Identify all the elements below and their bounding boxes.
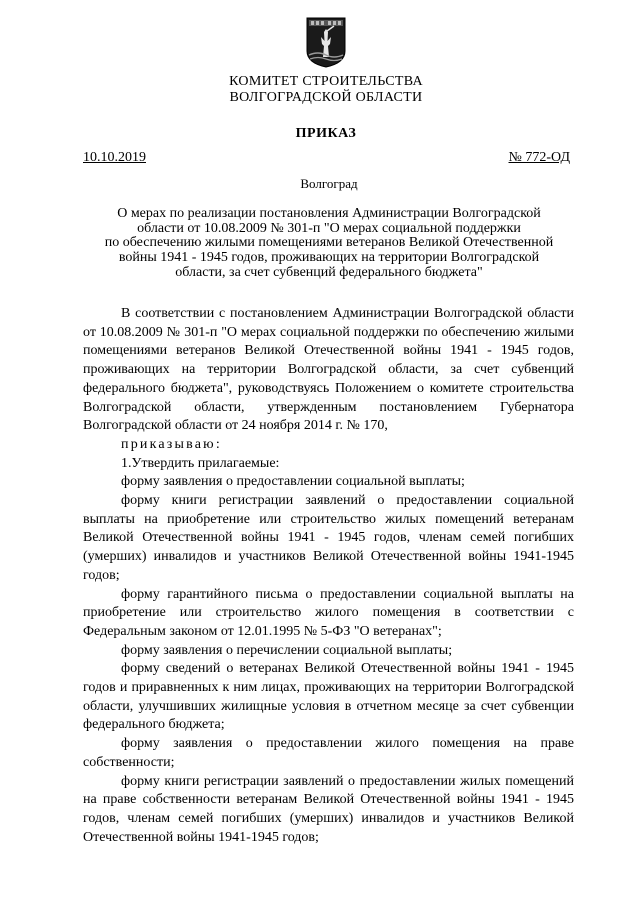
body-paragraph: форму сведений о ветеранах Великой Отечественной войны 1941 - 1945 годов и приравненных к ним лицах, проживающих на территории Волгоградской области, улучшивших жилищные условия в отчетном месяце за счет субвенции федерального бюджета; (83, 661, 574, 733)
body-paragraph: форму гарантийного письма о предоставлении социальной выплаты на приобретение или строительство жилого помещения в соответствии с Федеральным законом от 12.01.1995 № 5-ФЗ "О ветеранах"; (83, 586, 574, 639)
body-paragraph: форму заявления о перечислении социальной выплаты; (121, 642, 453, 658)
document-type: ПРИКАЗ (295, 126, 357, 141)
organization-name-line-2: ВОЛГОГРАДСКОЙ ОБЛАСТИ (229, 90, 423, 105)
subject-line: по обеспечению жилыми помещениями ветеранов Великой Отечественной (104, 235, 554, 251)
document-date: 10.10.2019 (83, 150, 146, 165)
subject-line: области, за счет субвенций федерального бюджета" (175, 264, 483, 280)
document-number: № 772-ОД (508, 150, 570, 165)
organization-name-line-1: КОМИТЕТ СТРОИТЕЛЬСТВА (229, 74, 423, 89)
document-city: Волгоград (300, 176, 358, 191)
organization-name (0, 74, 640, 106)
subject-line: войны 1941 - 1945 годов, проживающих на территории Волгоградской (118, 250, 540, 266)
subject-line: области от 10.08.2009 № 301-п "О мерах социальной поддержки (137, 220, 521, 236)
body-paragraph: форму заявления о предоставлении социальной выплаты; (121, 474, 465, 490)
body-paragraph-preamble: В соответствии с постановлением Администрации Волгоградской области от 10.08.2009 № 301-п "О мерах социальной поддержки по обеспечению жилыми помещениями ветеранов Великой Отечественной войны 1941 - 1945 годов, проживающих на территории Волгоградской области, за счет субвенций федерального бюджета", руководствуясь Положением о комитете строительства Волгоградской области, утвержденным постановлением Губернатора Волгоградской области от 24 ноября 2014 г. № 170, (83, 306, 574, 434)
body-paragraph: форму книги регистрации заявлений о предоставлении социальной выплаты на приобретение или строительство жилых помещений ветеранам Великой Отечественной войны 1941 - 1945 годов, членам семей погибших (умерших) инвалидов и участников Великой Отечественной войны 1941-1945 годов; (83, 493, 574, 583)
body-paragraph: форму книги регистрации заявлений о предоставлении жилых помещений на праве собственности ветеранам Великой Отечественной войны 1941 - 1945 годов, членам семей погибших (умерших) инвалидов и участников Великой Отечественной войны 1941-1945 годов; (83, 773, 574, 845)
document-body (83, 305, 574, 847)
subject-line: О мерах по реализации постановления Администрации Волгоградской (117, 206, 541, 221)
volgograd-coat-of-arms-icon (306, 17, 346, 68)
body-paragraph-order-word: приказываю: (121, 436, 222, 452)
document-subject (83, 207, 575, 281)
body-paragraph: форму заявления о предоставлении жилого помещения на праве собственности; (83, 736, 574, 770)
body-paragraph-item-1: 1.Утвердить прилагаемые: (121, 455, 280, 471)
